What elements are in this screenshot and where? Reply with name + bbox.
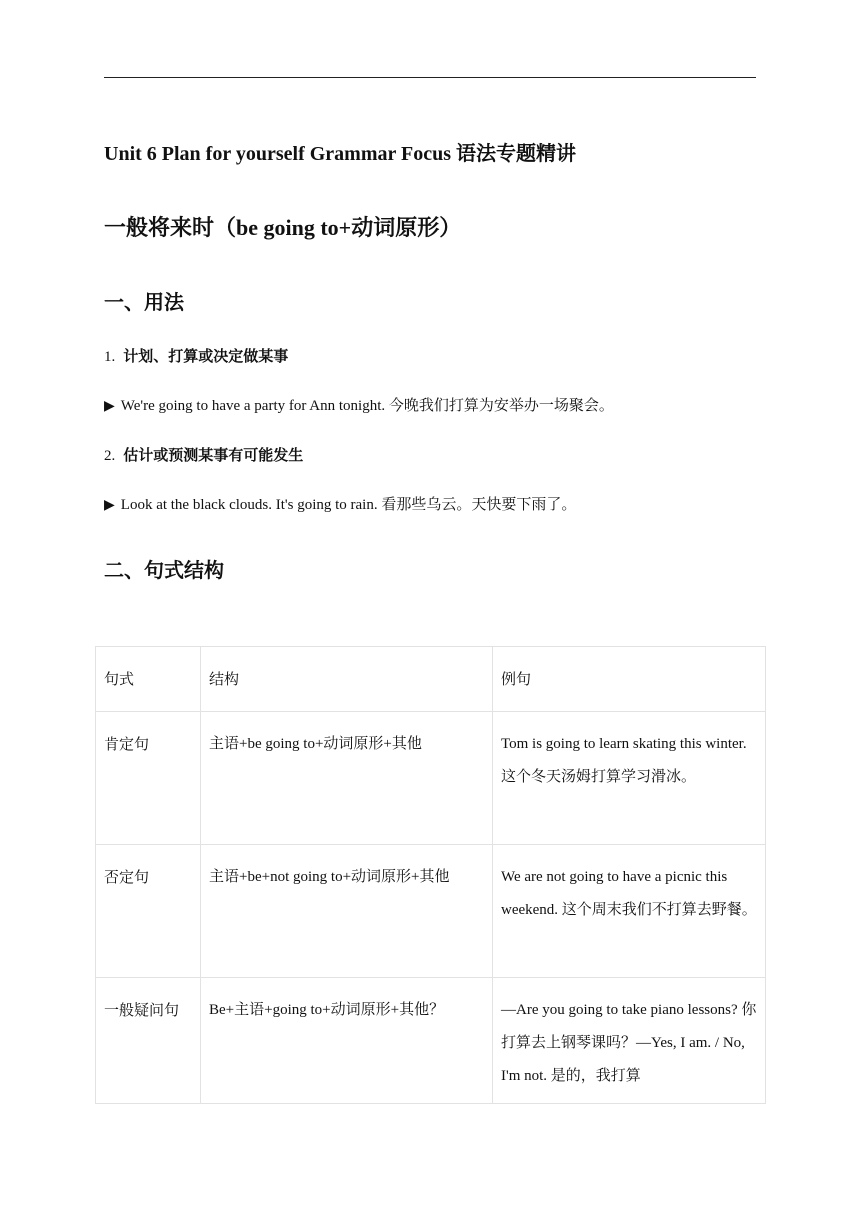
triangle-bullet-icon: ▶ xyxy=(104,398,115,414)
table-header-cell: 结构 xyxy=(201,647,493,712)
topic-heading: 一般将来时（be going to+动词原形） xyxy=(104,215,462,240)
example-cell: Tom is going to learn skating this winter. 这个冬天汤姆打算学习滑冰。 xyxy=(493,712,766,845)
sentence-type-cell: 一般疑问句 xyxy=(96,978,201,1104)
sentence-structure-table xyxy=(95,646,766,1104)
section-usage-heading: 一、用法 xyxy=(104,290,184,314)
table-header-cell: 句式 xyxy=(96,647,201,712)
example-cell: —Are you going to take piano lessons? 你打算去上钢琴课吗？—Yes, I am. / No, I'm not. 是的，我打算 xyxy=(493,978,766,1104)
usage-item-number: 1. xyxy=(104,349,116,365)
usage-item-2 xyxy=(104,444,303,465)
section-structure-heading: 二、句式结构 xyxy=(104,558,224,582)
sentence-type-cell: 否定句 xyxy=(96,845,201,978)
usage-item-1 xyxy=(104,345,288,366)
usage-example-1 xyxy=(104,394,614,415)
structure-cell: Be+主语+going to+动词原形+其他？ xyxy=(201,978,493,1104)
usage-item-number: 2. xyxy=(104,448,116,464)
sentence-type-cell: 肯定句 xyxy=(96,712,201,845)
usage-example-2 xyxy=(104,493,576,514)
header-rule xyxy=(104,77,756,78)
structure-cell: 主语+be going to+动词原形+其他 xyxy=(201,712,493,845)
table-row xyxy=(96,712,766,845)
table-row xyxy=(96,978,766,1104)
usage-item-label: 估计或预测某事有可能发生 xyxy=(123,446,304,464)
triangle-bullet-icon: ▶ xyxy=(104,497,115,513)
example-cell: We are not going to have a picnic this weekend. 这个周末我们不打算去野餐。 xyxy=(493,845,766,978)
usage-item-label: 计划、打算或决定做某事 xyxy=(123,347,289,365)
structure-cell: 主语+be+not going to+动词原形+其他 xyxy=(201,845,493,978)
table-header-row xyxy=(96,647,766,712)
document-title: Unit 6 Plan for yourself Grammar Focus 语法专题精讲 xyxy=(104,143,577,165)
usage-example-text: We're going to have a party for Ann tonight. 今晚我们打算为安举办一场聚会。 xyxy=(120,398,614,414)
table-header-cell: 例句 xyxy=(493,647,766,712)
usage-example-text: Look at the black clouds. It's going to rain. 看那些乌云。天快要下雨了。 xyxy=(120,497,577,513)
table-row xyxy=(96,845,766,978)
